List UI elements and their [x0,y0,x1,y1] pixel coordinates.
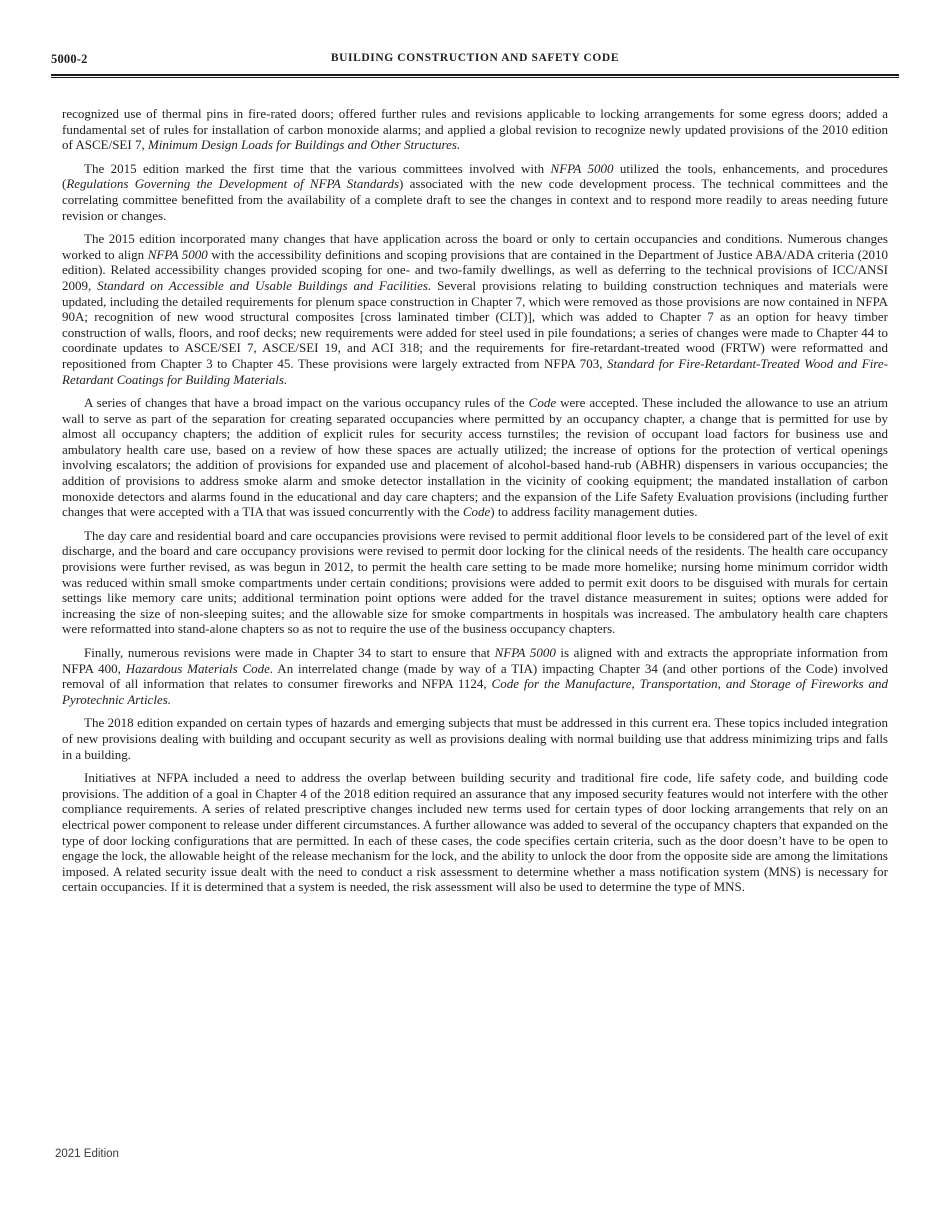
running-title: BUILDING CONSTRUCTION AND SAFETY CODE [330,52,620,64]
paragraph [62,770,888,895]
italic-text-run: Standard on Accessible and Usable Buildings and Facilities. [97,277,432,293]
page-number: 5000-2 [51,52,88,66]
text-run: Several provisions relating to building construction techniques and materials were updated, including the detailed requirements for plenum space construction in Chapter 7, which were removed as those provisions are now contained in NFPA 90A; recognition of new wood structural composites [cross laminated timber (CLT)], which was added to Chapter 7 as an option for heavy timber construction of walls, floors, and roof decks; new requirements were added for steel used in pile foundations; a series of changes were made to Chapter 44 to coordinate updates to ASCE/SEI 7, ASCE/SEI 19, and ACI 318; and the requirements for fire-retardant-treated wood (FRTW) were reformatted and repositioned from Chapter 3 to Chapter 45. These provisions were largely extracted from NFPA 703, [62,277,888,371]
text-run: utilized the tools, enhancements, and procedures ( [62,160,888,192]
text-run: The day care and residential board and care occupancies provisions were revised to permit additional floor levels to be considered part of the level of exit discharge, and the board and care occupancy provisions were revised to permit door locking for the clinical needs of the residents. The health care occupancy provisions were further revised, as was begun in 2012, to permit the health care setting to be made more homelike; nursing home minimum corridor width was reduced within small smoke compartments under certain conditions; provisions were added to permit exit doors to be disguised with murals for certain settings like memory care units; additional termination point options were added for the travel distance measurement in suites; options were added for increasing the size of non-sleeping suites; and the allowable size for smoke compartments in hospitals was increased. The ambulatory health care chapters were reformatted into stand-alone chapters so as not to require the use of the business occupancy chapters. [62,527,888,637]
text-run: The 2015 edition marked the first time that the various committees involved with [84,160,551,176]
italic-text-run: Minimum Design Loads for Buildings and Other Structures. [147,137,461,153]
text-run: ) associated with the new code development process. The technical committees and the correlating committee benefitted from the availability of a complete draft to see the changes in context and to respond more readily to areas needing future revision or changes. [62,176,888,223]
header-rule [51,74,899,78]
paragraph [62,645,888,707]
paragraph [62,231,888,387]
paragraph [62,715,888,762]
edition-footer: 2021 Edition [55,1148,119,1160]
text-run: ) to address facility management duties. [490,504,698,520]
italic-text-run: NFPA 5000 [550,160,614,176]
italic-text-run: Code [528,395,557,411]
italic-text-run: NFPA 5000 [147,246,208,262]
paragraph [62,395,888,520]
text-run: is aligned with and extracts the appropriate information from NFPA 400, [62,645,888,676]
italic-text-run: NFPA 5000 [494,645,556,660]
paragraph [62,161,888,223]
running-header [51,52,899,78]
text-run: recognized use of thermal pins in fire-rated doors; offered further rules and revisions applicable to locking arrangements for some egress doors; added a fundamental set of rules for installation of carbon monoxide alarms; and applied a global revision to recognize newly updated provisions of the 2010 edition of ASCE/SEI 7, [62,106,888,153]
text-run: Initiatives at NFPA included a need to address the overlap between building security and traditional fire code, life safety code, and building code provisions. The addition of a goal in Chapter 4 of the 2018 edition required an assurance that any imposed security features would not interfere with the other compliance requirements. A series of related prescriptive changes included new terms used for certain types of door locking arrangements that rely on an electrical power component to release under different circumstances. A further allowance was added to several of the occupancy chapters that expanded on the type of door locking configurations that are permitted. In each of these cases, the code specifies certain criteria, such as the door doesn’t have to be open to engage the lock, the allowable height of the release mechanism for the lock, and the ability to unlock the door from the opposite side are among the limitations imposed. A related security issue dealt with the need to conduct a risk assessment to determine whether a mass notification system (MNS) is necessary for certain occupancies. If it is determined that a system is needed, the risk assessment will also be used to determine the type of MNS. [62,770,888,895]
header-row [51,52,899,68]
italic-text-run: Regulations Governing the Development of NFPA Standards [66,176,400,192]
text-run: An interrelated change (made by way of a TIA) impacting Chapter 34 (and other portions of the Code) involved removal of all information that relates to consumer fireworks and NFPA 1124, [62,660,889,692]
italic-text-run: Code [462,504,491,520]
text-run: were accepted. These included the allowance to use an atrium wall to serve as part of the separation for creating separated occupancies where permitted by an occupancy chapter, a change that is permitted for use by almost all occupancy chapters; the addition of explicit rules for security access turnstiles; the revision of occupant load factors for business use and ambulatory health care use, based on a review of how these spaces are actually utilized; the increase of options for the protection of vertical openings involving escalators; the addition of provisions for expanded use and placement of alcohol-based hand-rub (ABHR) dispensers in various occupancies; the addition of provisions to address smoke alarm and smoke detector installation in the vicinity of cooking equipment; the mandated installation of carbon monoxide detectors and alarms found in the educational and day care chapters; and the expansion of the Life Safety Evaluation provisions (including further changes that were accepted with a TIA that was issued concurrently with the [62,395,888,520]
text-run: with the accessibility definitions and scoping provisions that are contained in the Department of Justice ABA/ADA criteria (2010 edition). Related accessibility changes provided scoping for one- and two-family dwellings, as well as deferring to the technical provisions of ICC/ANSI 2009, [62,246,888,293]
text-run: The 2018 edition expanded on certain types of hazards and emerging subjects that must be addressed in this current era. These topics included integration of new provisions dealing with building and occupant security as well as provisions dealing with normal building use that address minimizing trips and falls in a building. [62,715,888,762]
italic-text-run: Hazardous Materials Code. [125,660,274,676]
text-run: The 2015 edition incorporated many changes that have application across the board or only to certain occupancies and conditions. Numerous changes worked to align [62,231,888,262]
italic-text-run: Code for the Manufacture, Transportation, and Storage of Fireworks and Pyrotechnic Articles. [62,676,888,707]
paragraph [62,528,888,637]
paragraph [62,106,888,153]
text-run: A series of changes that have a broad impact on the various occupancy rules of the [84,395,529,411]
italic-text-run: Standard for Fire-Retardant-Treated Wood and Fire-Retardant Coatings for Building Materials. [62,355,888,387]
body-text [62,106,888,903]
text-run: Finally, numerous revisions were made in Chapter 34 to start to ensure that [84,645,495,660]
